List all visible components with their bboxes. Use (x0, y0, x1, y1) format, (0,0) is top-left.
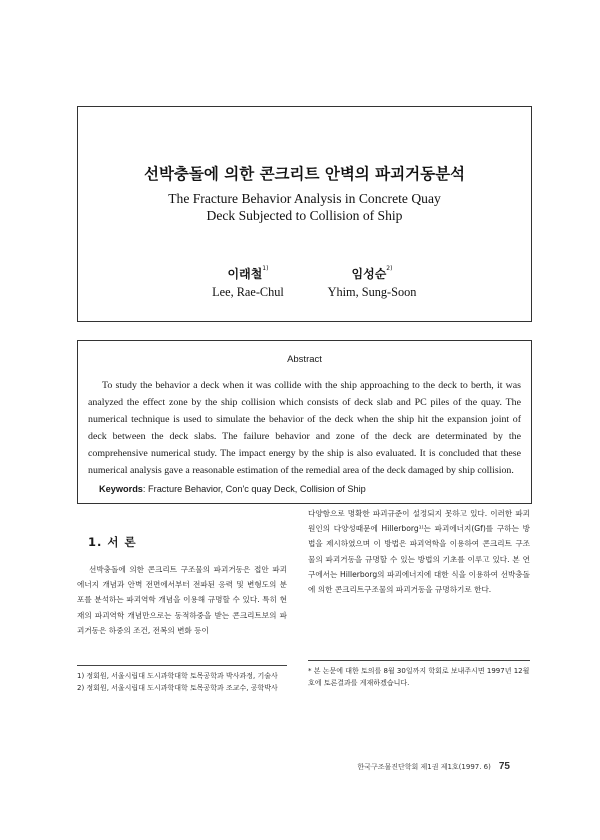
body-right-column: 다양함으로 명확한 파괴규준이 설정되지 못하고 있다. 이러한 파괴원인의 다양성때문에 Hillerborg¹⁾는 파괴에너지(Gf)를 구하는 방법을 제시하였으며 이 방법은 파괴역학을 이용하여 콘크리트 구조물의 파괴거동을 규명할 수 있는 방법의 기초를 이루고 있다. 본 연구에서는 Hillerborg의 파괴에너지에 대한 식을 이용하여 선박충돌에 의한 콘크리트구조물의 파괴거동을 규명하기로 한다. (308, 509, 530, 595)
footnote-right: * 본 논문에 대한 토의를 8월 30일까지 학회로 보내주시면 1997년 12월호에 토론결과를 게재하겠습니다. (308, 667, 530, 687)
section-heading: 1. 서 론 (88, 535, 137, 549)
journal-info: 한국구조물진단학회 제1권 제1호(1997. 6) (357, 763, 491, 771)
footnotes-left (77, 670, 287, 694)
footnote-rule-right (308, 660, 530, 661)
footnote-1: 1) 정회원, 서울시립대 도시과학대학 토목공학과 박사과정, 기술사 (77, 672, 278, 680)
author-1-sup: 1) (262, 265, 269, 272)
body-left-column: 선박충돌에 의한 콘크리트 구조물의 파괴거동은 접안 파괴 에너지 개념과 안벽 전면에서부터 전파된 응력 및 변형도의 분포를 분석하는 파괴역학 개념을 이용해 규명할 수 있다. 특히 현재의 파괴역학 개념만으로는 동적하중을 받는 콘크리트보의 파괴거동은 하중의 조건, 전복의 변화 등이 (77, 565, 287, 635)
author-1 (178, 265, 318, 300)
author-1-english: Lee, Rae-Chul (212, 285, 284, 299)
title-english-line2: Deck Subjected to Collision of Ship (206, 208, 403, 223)
footnote-rule-left (77, 665, 287, 666)
page-footer (357, 761, 510, 772)
keywords-text: : Fracture Behavior, Con'c quay Deck, Collision of Ship (142, 484, 366, 494)
title-english-line1: The Fracture Behavior Analysis in Concrete Quay (168, 191, 441, 206)
title-english (78, 190, 531, 224)
footnote-2: 2) 정회원, 서울시립대 도시과학대학 토목공학과 조교수, 공학박사 (77, 684, 278, 692)
title-korean: 선박충돌에 의한 콘크리트 안벽의 파괴거동분석 (143, 165, 466, 183)
author-1-korean: 이래철 (227, 267, 263, 281)
abstract-heading: Abstract (287, 354, 322, 365)
page-number: 75 (498, 761, 510, 772)
keywords (99, 484, 366, 494)
abstract-box (77, 340, 532, 504)
title-box (77, 106, 532, 322)
author-2 (302, 265, 442, 300)
author-2-english: Yhim, Sung-Soon (327, 285, 417, 299)
author-2-korean: 임성순 (351, 267, 387, 281)
keywords-label: Keywords (99, 484, 143, 494)
author-2-sup: 2) (386, 265, 393, 272)
abstract-body: To study the behavior a deck when it was collide with the ship approaching to the deck to berth, it was analyzed the effect zone by the ship collision which consists of deck slab and PC piles of the quay. The numerical technique is used to simulate the behavior of the deck when the ship hit the expansion joint of deck between the deck slabs. The failure behavior and zone of the deck are determinated by the comprehensive numerical study. The impact energy by the ship is also evaluated. It is concluded that these numerical analysis gave a reasonable estimation of the remedial area of the deck damaged by ship collision. (88, 380, 521, 477)
